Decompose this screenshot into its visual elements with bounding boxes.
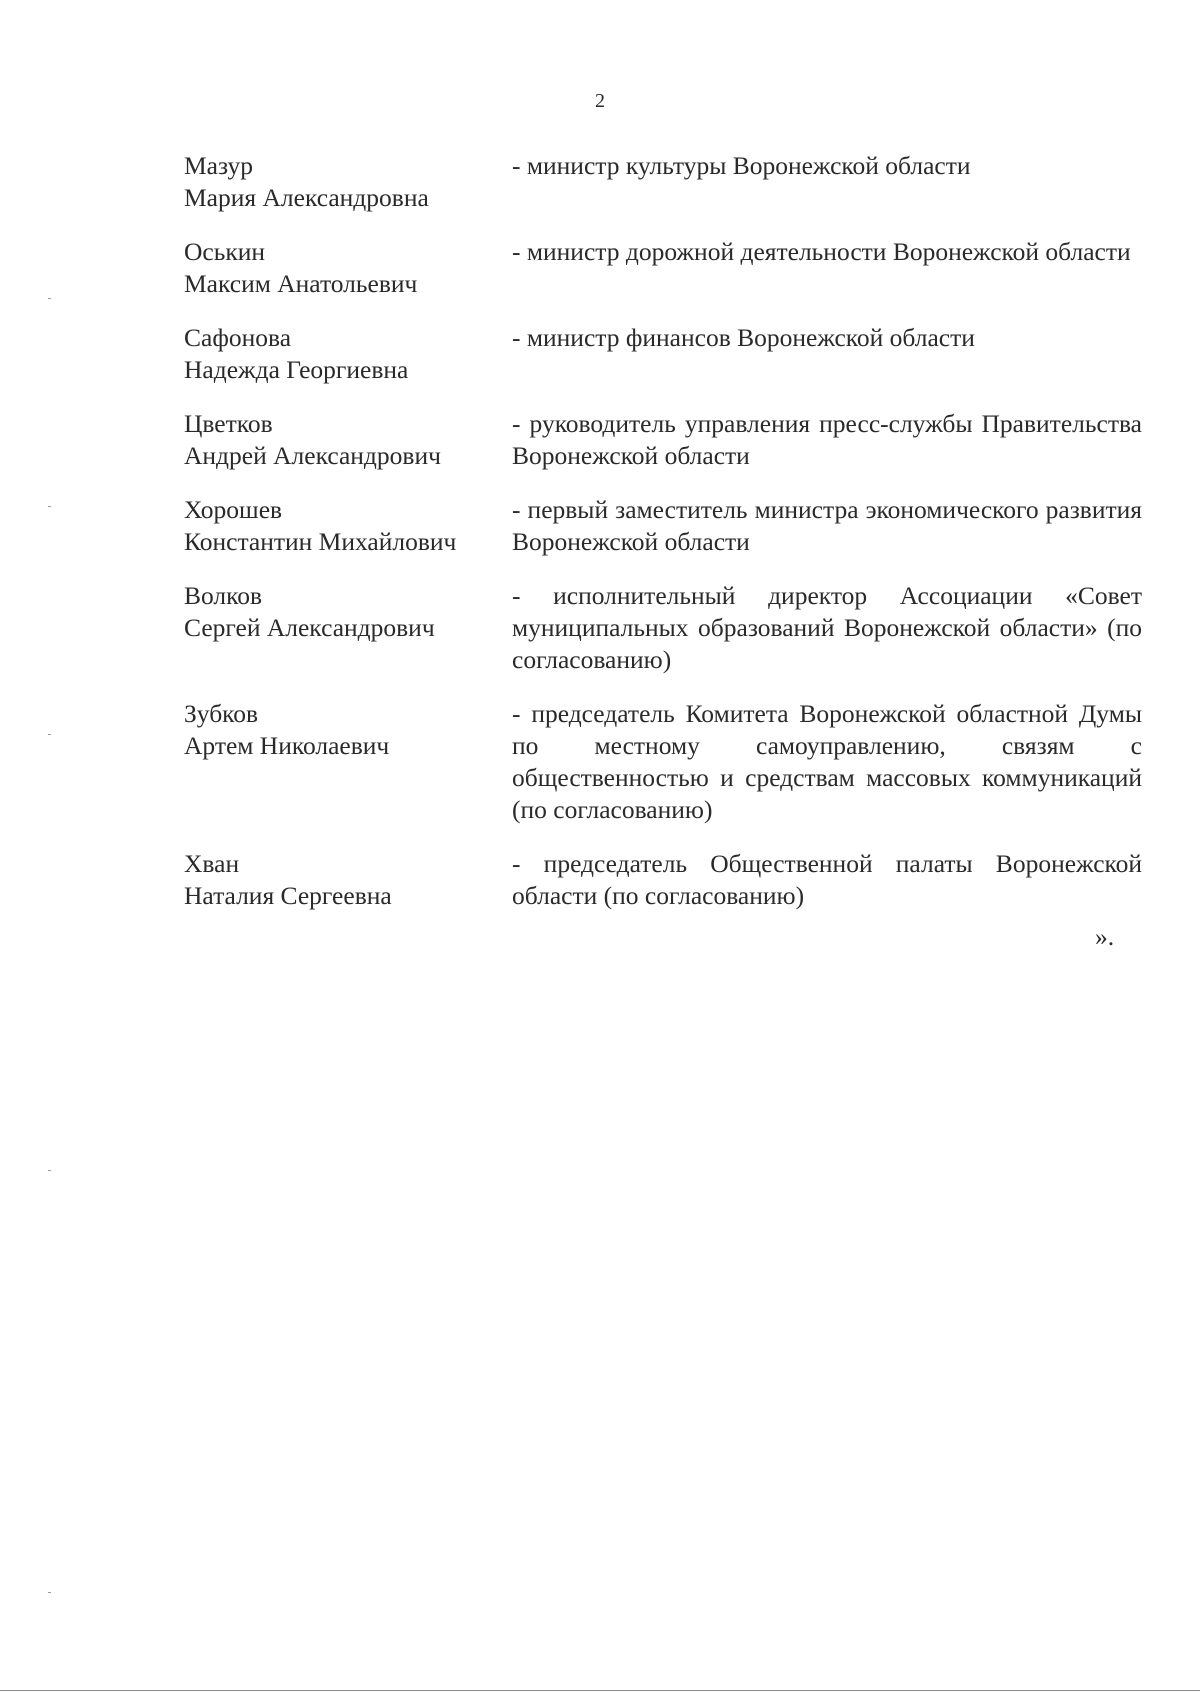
- member-given-names: Наталия Сергеевна: [184, 881, 392, 910]
- member-row: [184, 580, 1142, 676]
- member-given-names: Артем Николаевич: [184, 731, 390, 760]
- member-surname: Оськин: [184, 237, 266, 266]
- member-given-names: Сергей Александрович: [184, 613, 435, 642]
- member-row: [184, 848, 1142, 912]
- member-given-names: Мария Александровна: [184, 183, 429, 212]
- member-name: [184, 322, 512, 386]
- member-role: - председатель Общественной палаты Воронежской области (по согласованию): [512, 849, 1142, 910]
- member-row: [184, 150, 1142, 214]
- scan-margin-tick: [48, 1592, 51, 1593]
- member-surname: Мазур: [184, 151, 254, 180]
- member-role: - исполнительный директор Ассоциации «Совет муниципальных образований Воронежской области» (по согласованию): [512, 581, 1142, 674]
- member-given-names: Максим Анатольевич: [184, 269, 418, 298]
- member-role: - руководитель управления пресс-службы Правительства Воронежской области: [512, 409, 1142, 470]
- member-surname: Сафонова: [184, 323, 292, 352]
- member-row: [184, 236, 1142, 300]
- member-name: [184, 580, 512, 644]
- scan-margin-tick: [48, 1170, 51, 1171]
- member-list: [184, 150, 1142, 934]
- member-surname: Волков: [184, 581, 263, 610]
- member-surname: Хван: [184, 849, 240, 878]
- member-name: [184, 150, 512, 214]
- member-role: - первый заместитель министра экономического развития Воронежской области: [512, 495, 1142, 556]
- member-name: [184, 698, 512, 762]
- member-surname: Хорошев: [184, 495, 283, 524]
- member-surname: Цветков: [184, 409, 273, 438]
- member-surname: Зубков: [184, 699, 259, 728]
- member-row: [184, 408, 1142, 472]
- member-name: [184, 236, 512, 300]
- member-given-names: Константин Михайлович: [184, 527, 457, 556]
- closing-quote-mark: ».: [1095, 922, 1115, 951]
- member-name: [184, 408, 512, 472]
- member-role: - министр дорожной деятельности Воронежской области: [512, 237, 1131, 266]
- scan-margin-tick: [48, 734, 51, 735]
- member-role: - министр культуры Воронежской области: [512, 151, 971, 180]
- member-name: [184, 848, 512, 912]
- member-role: - министр финансов Воронежской области: [512, 323, 975, 352]
- member-role: - председатель Комитета Воронежской областной Думы по местному самоуправлению, связям с общественностью и средствам массовых коммуникаций (по согласованию): [512, 699, 1142, 824]
- member-name: [184, 494, 512, 558]
- scan-margin-tick: [48, 298, 51, 299]
- member-row: [184, 322, 1142, 386]
- scan-bottom-edge: [0, 1690, 1200, 1691]
- member-row: [184, 494, 1142, 558]
- member-given-names: Андрей Александрович: [184, 441, 441, 470]
- scan-margin-tick: [48, 506, 51, 507]
- member-row: [184, 698, 1142, 826]
- page-number: 2: [595, 90, 605, 112]
- member-given-names: Надежда Георгиевна: [184, 355, 409, 384]
